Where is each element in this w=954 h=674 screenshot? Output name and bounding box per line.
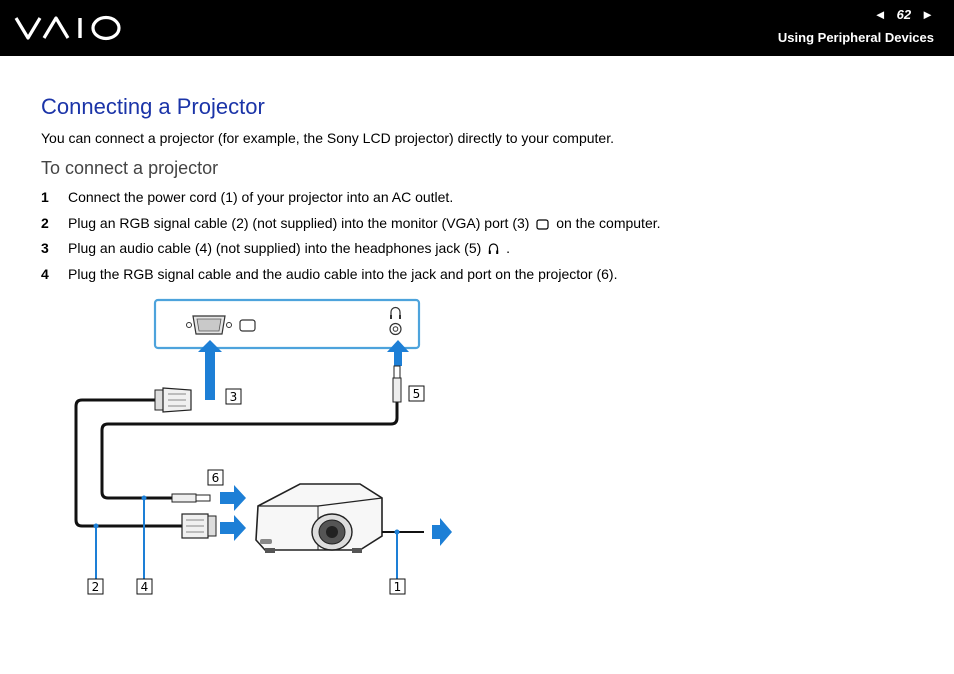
svg-text:1: 1 <box>393 580 402 594</box>
callout-3 <box>226 389 241 404</box>
vga-connector-top <box>155 388 191 412</box>
arrow-to-vga <box>198 340 222 400</box>
projector-icon <box>256 484 382 553</box>
audio-plug-top <box>393 366 401 402</box>
page-navigation <box>874 7 934 22</box>
prev-page-arrow-icon[interactable]: ◄ <box>873 7 887 22</box>
callout-6 <box>208 470 223 485</box>
step-text: Plug the RGB signal cable and the audio cable into the jack and port on the projector (6). <box>68 265 618 282</box>
step-number: 2 <box>41 214 49 231</box>
section-title: Using Peripheral Devices <box>777 30 934 45</box>
svg-text:6: 6 <box>211 471 220 485</box>
callout-2 <box>88 579 103 594</box>
monitor-icon <box>536 219 549 230</box>
arrow-vga-to-projector <box>220 515 246 541</box>
svg-text:4: 4 <box>140 580 149 594</box>
arrow-power-to-outlet <box>432 518 452 546</box>
svg-text:5: 5 <box>412 387 421 401</box>
headphones-icon <box>488 242 499 255</box>
step-text-before: Plug an RGB signal cable (2) (not supplied) into the monitor (VGA) port (3) <box>68 214 530 231</box>
audio-plug-bottom <box>172 494 210 502</box>
callout-1 <box>390 579 405 594</box>
step-number: 3 <box>41 240 49 256</box>
step-text <box>68 214 661 232</box>
arrow-audio-to-projector <box>220 485 246 511</box>
intro-paragraph: You can connect a projector (for example, the Sony LCD projector) directly to your computer. <box>41 130 614 146</box>
svg-text:2: 2 <box>91 580 100 594</box>
svg-text:3: 3 <box>229 390 238 404</box>
step-number: 4 <box>41 265 49 282</box>
callout-4 <box>137 579 152 594</box>
step-text <box>68 239 510 257</box>
callout-5 <box>409 386 424 401</box>
vaio-logo <box>14 14 124 47</box>
page-title: Connecting a Projector <box>41 94 265 119</box>
procedure-heading: To connect a projector <box>41 158 219 178</box>
page-number: 62 <box>896 7 912 22</box>
page-header <box>0 0 954 56</box>
step-text-before: Plug an audio cable (4) (not supplied) into the headphones jack (5) <box>68 240 482 256</box>
computer-panel <box>155 300 419 348</box>
vaio-logo-icon <box>14 14 124 42</box>
step-text-after: on the computer. <box>556 214 661 231</box>
step-number: 1 <box>41 189 49 205</box>
vga-connector-bottom <box>182 514 216 538</box>
connection-diagram <box>60 292 460 602</box>
next-page-arrow-icon[interactable]: ► <box>921 7 934 22</box>
step-text-after: . <box>506 240 510 256</box>
step-text: Connect the power cord (1) of your projector into an AC outlet. <box>68 189 454 205</box>
